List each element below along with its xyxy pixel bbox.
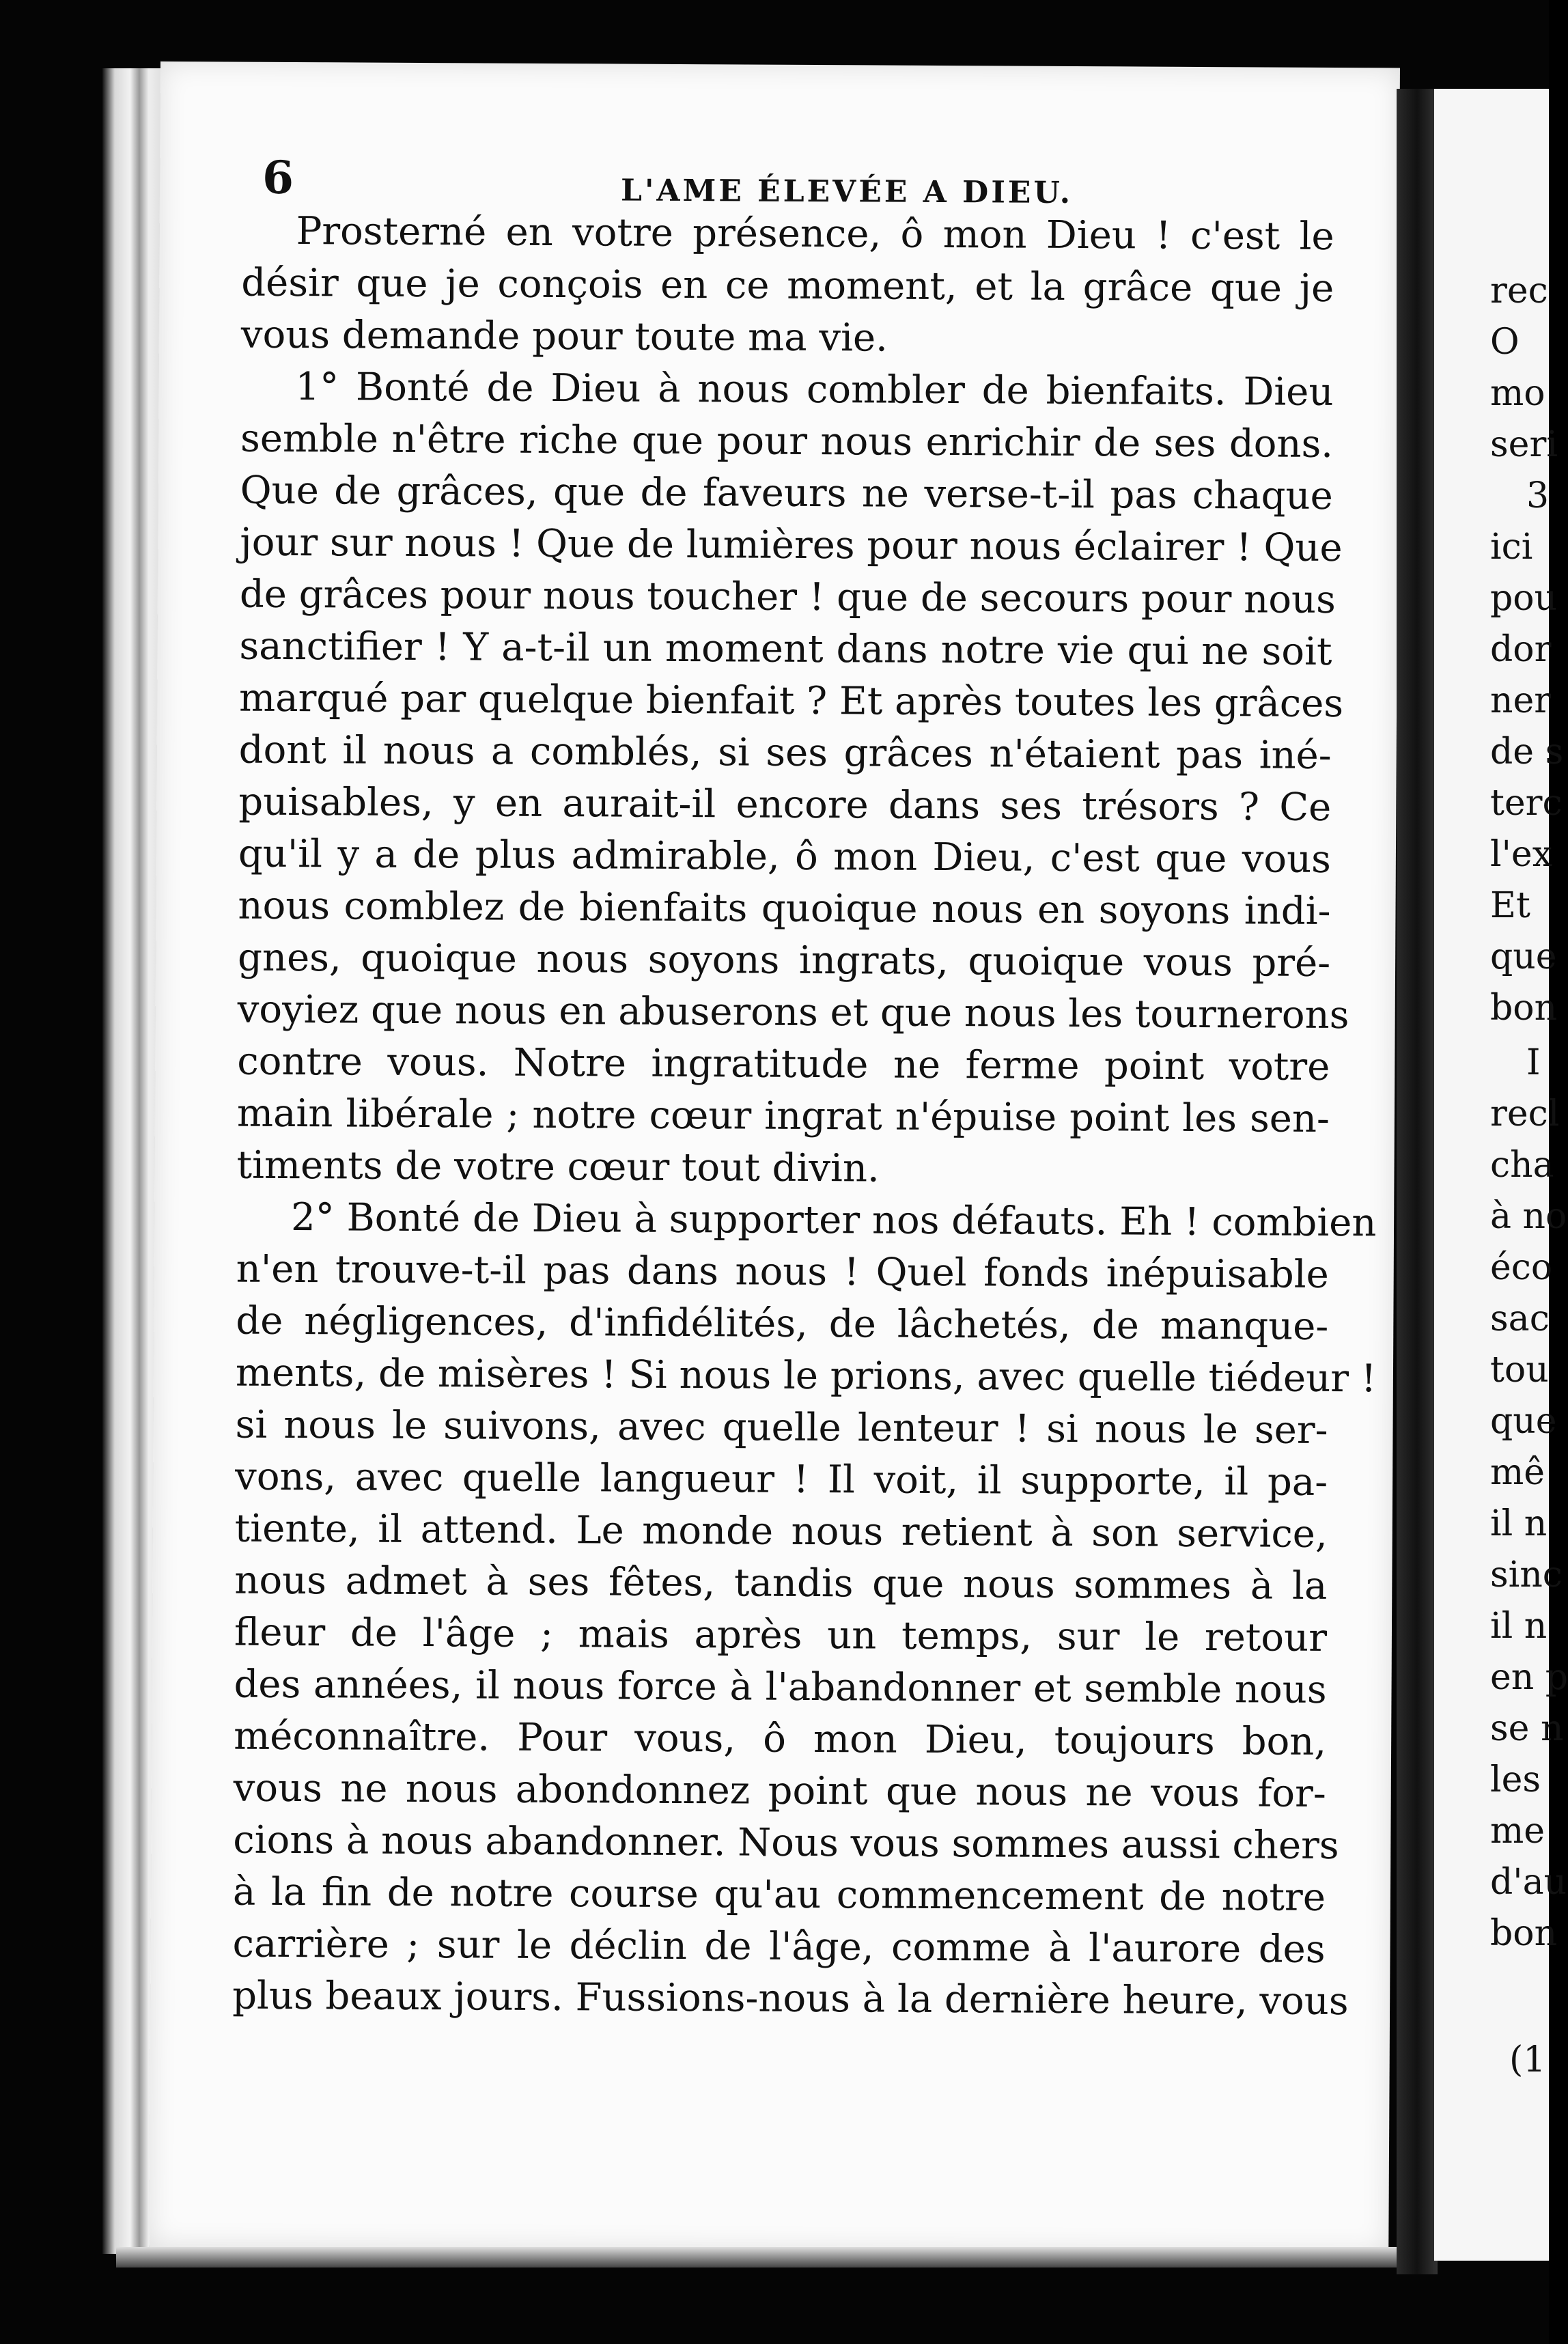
facing-text-fragment: terc [1490,783,1563,824]
text-line: ments, de misères ! Si nous le prions, avec quelle tiédeur ! [235,1350,1377,1401]
book-page [149,61,1400,2253]
page-bottom-edge [116,2247,1400,2268]
text-line: à la fin de notre course qu'au commencement de notre [232,1869,1326,1920]
text-line: nous comblez de bienfaits quoique nous en soyons indi- [238,883,1331,934]
text-line: méconnaître. Pour vous, ô mon Dieu, toujours bon, [233,1714,1327,1764]
facing-text-fragment: à no [1490,1196,1567,1237]
facing-text-fragment: mê [1490,1452,1545,1493]
facing-text-fragment: bon [1490,988,1558,1029]
text-line: Que de grâces, que de faveurs ne verse-t-il pas chaque [240,468,1333,518]
facing-text-fragment: pou [1490,578,1558,619]
facing-text-fragment: d'au [1490,1862,1567,1903]
facing-text-fragment: que [1490,1401,1557,1442]
text-line: qu'il y a de plus admirable, ô mon Dieu, c'est que vous [238,831,1332,882]
text-line: si nous le suivons, avec quelle lenteur ! si nous le ser- [235,1402,1328,1453]
text-line: puisables, y en aurait-il encore dans ses trésors ? Ce [238,779,1332,830]
text-line: carrière ; sur le déclin de l'âge, comme à l'aurore des [232,1921,1326,1972]
text-line: semble n'être riche que pour nous enrichir de ses dons. [240,416,1334,466]
text-line: désir que je conçois en ce moment, et la grâce que je [241,260,1334,311]
facing-text-fragment: mo [1490,373,1545,414]
facing-text-fragment: I [1526,1042,1541,1083]
text-line: vous ne nous abondonnez point que nous ne vous for- [233,1766,1326,1816]
text-line: sanctifier ! Y a-t-il un moment dans notre vie qui ne soit [239,624,1332,674]
facing-text-fragment: ner [1490,680,1552,721]
facing-text-fragment: se n [1490,1708,1564,1749]
facing-text-fragment: me [1490,1811,1545,1852]
facing-text-fragment: O [1490,322,1520,363]
facing-page-fragment [1434,89,1568,2261]
text-line: Prosterné en votre présence, ô mon Dieu ! c'est le [296,209,1334,260]
facing-text-fragment: bon [1490,1913,1558,1954]
facing-text-fragment: les [1490,1759,1541,1800]
facing-text-fragment: en p [1490,1657,1568,1698]
text-line: tiente, il attend. Le monde nous retient à son service, [234,1506,1328,1557]
facing-text-fragment: que [1490,936,1557,977]
running-title: L'AME ÉLEVÉE A DIEU. [620,173,1074,210]
text-line: 1° Bonté de Dieu à nous combler de bienfaits. Dieu [295,365,1334,415]
body-text [232,209,1377,2024]
text-line: 2° Bonté de Dieu à supporter nos défauts. Eh ! combien [290,1195,1377,1246]
facing-text-fragment: tou [1490,1350,1549,1391]
text-line: marqué par quelque bienfait ? Et après toutes les grâces [238,675,1344,727]
facing-text-fragment: dor [1490,629,1552,670]
page-header [262,151,1355,218]
facing-text-fragment: sinc [1490,1554,1563,1595]
facing-text-fragment: seri [1490,424,1558,465]
text-line: vous demande pour toute ma vie. [240,312,888,361]
text-line: plus beaux jours. Fussions-nous à la dernière heure, vous [232,1973,1349,2024]
facing-text-fragment: ici [1490,527,1533,568]
facing-text-fragment: l'ex [1490,834,1553,875]
text-line: gnes, quoique nous soyons ingrats, quoique vous pré- [237,935,1331,986]
facing-text-fragment: sac [1490,1298,1550,1339]
facing-text-fragment: recl [1490,1093,1560,1134]
text-line: main libérale ; notre cœur ingrat n'épuise point les sen- [236,1091,1330,1141]
text-line: des années, il nous force à l'abandonner et semble nous [234,1662,1327,1712]
facing-text-fragment: il n [1490,1503,1548,1544]
facing-text-fragment: cha [1490,1145,1554,1186]
text-line: de grâces pour nous toucher ! que de secours pour nous [239,572,1336,623]
text-line: dont il nous a comblés, si ses grâces n'étaient pas iné- [238,727,1332,778]
facing-text-fragment: rec [1490,270,1548,311]
text-line: n'en trouve-t-il pas dans nous ! Quel fonds inépuisable [236,1246,1329,1297]
text-line: fleur de l'âge ; mais après un temps, sur le retour [234,1610,1328,1660]
facing-text-fragment: il n [1490,1606,1548,1647]
text-line: timents de votre cœur tout divin. [236,1143,880,1191]
text-line: vons, avec quelle langueur ! Il voit, il supporte, il pa- [234,1454,1328,1505]
text-line: nous admet à ses fêtes, tandis que nous sommes à la [234,1558,1328,1608]
text-line: de négligences, d'infidélités, de lâchetés, de manque- [236,1298,1329,1349]
facing-text-fragment: Et [1490,885,1530,926]
text-line: voyiez que nous en abuserons et que nous les tournerons [237,987,1349,1038]
page-number: 6 [262,150,294,205]
facing-text-fragment: (1 [1509,2039,1546,2080]
facing-text-fragment: éco [1490,1247,1553,1288]
text-line: cions à nous abandonner. Nous vous sommes aussi chers [233,1817,1339,1869]
book-gutter [1397,89,1438,2274]
text-line: jour sur nous ! Que de lumières pour nous éclairer ! Que [240,520,1343,571]
text-line: contre vous. Notre ingratitude ne ferme point votre [237,1039,1330,1089]
facing-text-fragment: de s [1490,731,1564,772]
facing-text-fragment: 3 [1526,475,1550,516]
